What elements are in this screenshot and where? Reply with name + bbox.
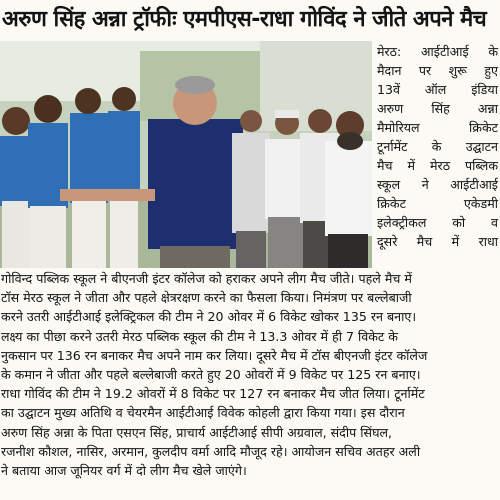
side-line: मेरठ: आईटीआई के	[377, 44, 498, 59]
body-line: ने बताया आज जूनियर वर्ग में दो लीग मैच खेले जाएंगे।	[1, 462, 247, 478]
side-column-text	[377, 42, 498, 270]
body-line: टॉस मेरठ स्कूल ने जीता और पहले क्षेत्ररक्षण करने का फैसला किया। निमंत्रण पर बल्लेबाजी	[1, 290, 412, 306]
side-line: अरुण सिंह अन्ना	[377, 101, 498, 116]
body-line: रजनीश कौशल, नासिर, अरमान, कुलदीप वर्मा आदि मौजूद रहे। आयोजन सचिव अतहर अली	[1, 443, 421, 459]
side-line: 13वें ऑल इंडिया	[377, 82, 498, 97]
side-line: मैमोरियल क्रिकेट	[377, 120, 498, 135]
official-1	[232, 110, 270, 268]
body-line: लक्ष्य का पीछा करने उतरी मेरठ पब्लिक स्कूल की टीम ने 13.3 ओवर में ही 7 विकेट के	[1, 328, 398, 344]
side-line: दूसरे मैच में राधा	[377, 234, 498, 249]
body-line: गोविन्द पब्लिक स्कूल ने बीएनजी इंटर कॉलेज को हराकर अपने लीग मैच जीते। पहले मैच में	[1, 271, 412, 286]
player-left-3	[70, 88, 108, 268]
news-photo	[0, 41, 372, 268]
body-line: नुकसान पर 136 रन बनाकर मैच अपने नाम कर लिया। दूसरे मैच में टॉस बीएनजी इंटर कॉलेज	[1, 347, 428, 363]
player-left-4	[108, 87, 140, 268]
side-line: टूर्नामेंट के उद्घाटन	[377, 139, 498, 154]
body-line: के कमान ने जीता और पहले बल्लेबाजी करते हुए 20 ओवरों में 9 विकेट पर 125 रन बनाए।	[1, 366, 421, 382]
body-line: का उद्घाटन मुख्य अतिथि व चेयरमैन आईटीआई विवेक कोहली द्वारा किया गया। इस दौरान	[1, 405, 405, 421]
body-line: राधा गोविंद की टीम ने 19.2 ओवरों में 8 विकेट पर 127 रन बनाकर मैच जीत लिया। टूर्नामेंट	[1, 386, 425, 402]
body-line: अरुण सिंह अन्ना के पिता एसएन सिंह, प्राचार्य आईटीआई सीपी अग्रवाल, संदीप सिंघल,	[1, 424, 393, 440]
article-body	[0, 269, 500, 499]
headline: अरुण सिंह अन्ना ट्रॉफीः एमपीएस-राधा गोविंद ने जीते अपने मैच	[2, 7, 487, 32]
side-line: इलेक्ट्रीकल को व	[377, 215, 498, 230]
side-line: मैदान पर शुरू हुए	[377, 63, 498, 78]
side-line: स्कूल ने आईटीआई	[377, 177, 498, 192]
side-line: क्रिकेट एकेडमी	[377, 196, 498, 211]
side-line: मैच में मेरठ पब्लिक	[377, 158, 498, 173]
body-line: करने उतरी आईटीआई इलेक्ट्रिकल की टीम ने 20 ओवर में 6 विकेट खोकर 135 रन बनाए।	[1, 309, 417, 325]
